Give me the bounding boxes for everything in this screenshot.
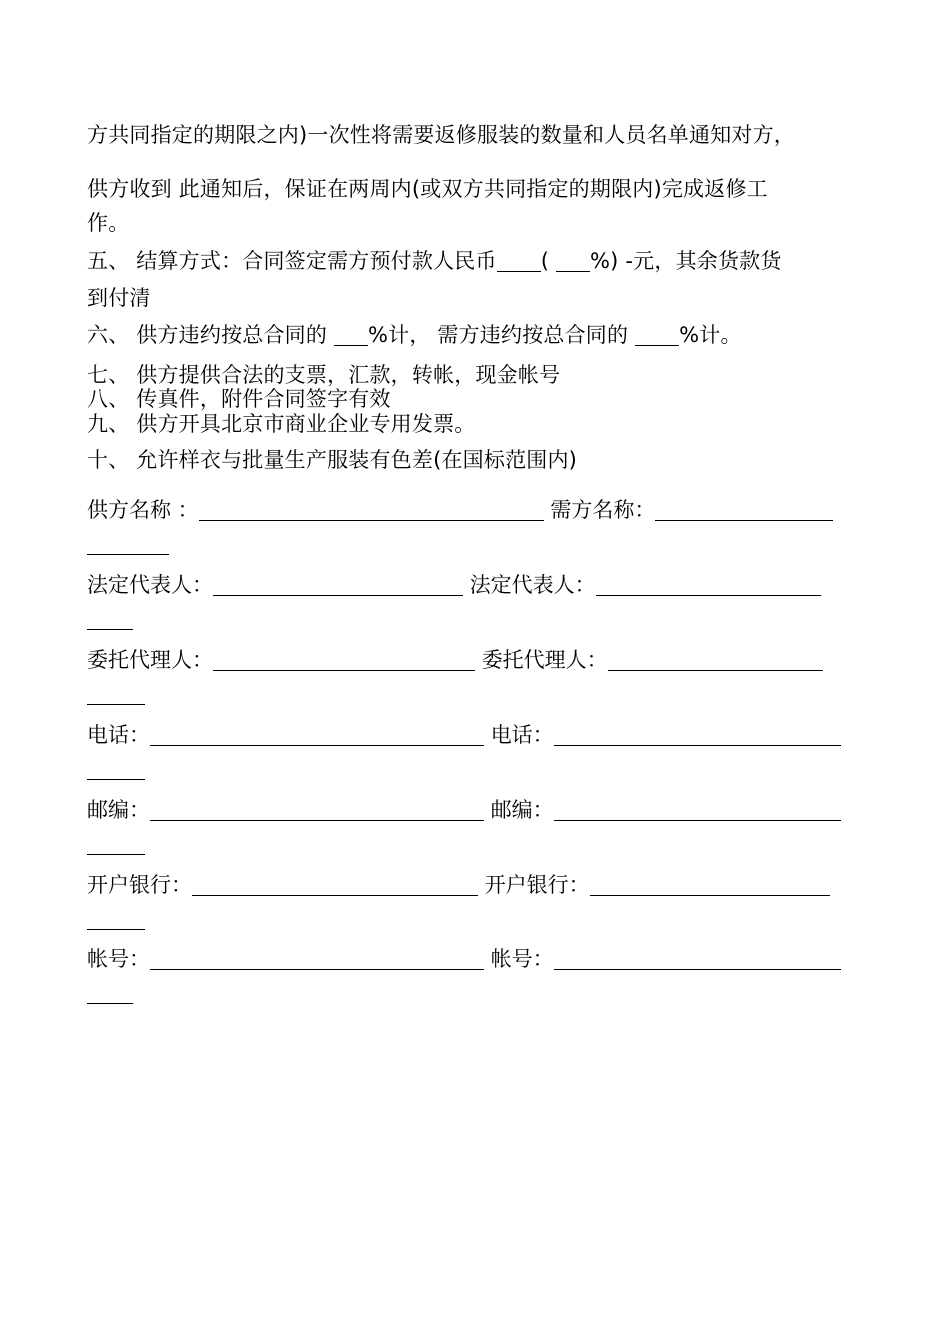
- clause-5-payment: [87, 248, 782, 274]
- supplier-agent-label: 委托代理人：: [87, 648, 213, 672]
- buyer-agent-blank: [608, 648, 823, 671]
- buyer-bank-blank: [590, 873, 830, 896]
- supplier-name-label: 供方名称 ：: [87, 498, 199, 522]
- supplier-bank-blank: [192, 873, 478, 896]
- supplier-phone-label: 电话：: [87, 723, 150, 747]
- supplier-account-label: 帐号：: [87, 947, 150, 971]
- buyer-name-blank: [655, 498, 833, 521]
- buyer-account-blank: [554, 947, 841, 970]
- clause-4-text-line2: 供方收到 此通知后，保证在两周内(或双方共同指定的期限内)完成返修工: [87, 177, 768, 201]
- clause-6-mid: %计， 需方违约按总合同的: [367, 323, 629, 347]
- signature-row-account: [87, 946, 841, 972]
- supplier-account-blank: [150, 947, 484, 970]
- clause-10: 十、 允许样衣与批量生产服装有色差(在国标范围内): [87, 448, 578, 472]
- signature-row-postcode: [87, 797, 841, 823]
- supplier-legal-rep-blank: [213, 573, 463, 596]
- buyer-name-label: 需方名称：: [550, 498, 656, 522]
- clause-5-label: 五、 结算方式：合同签定需方预付款人民币: [87, 249, 497, 273]
- prepayment-amount-blank: [497, 249, 541, 272]
- buyer-postcode-label: 邮编：: [490, 798, 554, 822]
- clause-6-tail: %计。: [679, 323, 742, 347]
- buyer-bank-label: 开户银行：: [484, 873, 590, 897]
- buyer-account-label: 帐号：: [490, 947, 554, 971]
- signature-row-legal-rep: [87, 572, 821, 598]
- signature-row-name: [87, 497, 833, 523]
- buyer-agent-label: 委托代理人：: [481, 648, 608, 672]
- buyer-agent-blank-continued: [87, 704, 145, 705]
- supplier-legal-rep-label: 法定代表人：: [87, 573, 213, 597]
- clause-5-tail: %) -元，其余货款货: [589, 249, 782, 273]
- buyer-penalty-blank: [635, 323, 679, 346]
- clause-5-continuation: 到付清: [87, 286, 151, 310]
- clause-6-penalty: [87, 322, 742, 348]
- supplier-postcode-label: 邮编：: [87, 798, 150, 822]
- buyer-postcode-blank-continued: [87, 854, 145, 855]
- buyer-phone-blank: [554, 723, 841, 746]
- supplier-bank-label: 开户银行：: [87, 873, 192, 897]
- buyer-legal-rep-blank: [596, 573, 821, 596]
- buyer-name-blank-continued: [87, 554, 169, 555]
- supplier-phone-blank: [150, 723, 484, 746]
- supplier-postcode-blank: [150, 798, 484, 821]
- clause-8: 八、 传真件，附件合同签字有效: [87, 387, 391, 411]
- buyer-bank-blank-continued: [87, 929, 145, 930]
- buyer-phone-label: 电话：: [490, 723, 554, 747]
- buyer-legal-rep-label: 法定代表人：: [469, 573, 596, 597]
- clause-6-label: 六、 供方违约按总合同的: [87, 323, 328, 347]
- buyer-postcode-blank: [554, 798, 841, 821]
- signature-row-phone: [87, 722, 841, 748]
- supplier-penalty-blank: [334, 323, 368, 346]
- signature-row-bank: [87, 872, 830, 898]
- supplier-agent-blank: [213, 648, 475, 671]
- signature-row-agent: [87, 647, 823, 673]
- prepayment-percent-blank: [556, 249, 590, 272]
- buyer-legal-rep-blank-continued: [87, 629, 133, 630]
- clause-4-text-line3: 作。: [87, 211, 130, 235]
- buyer-account-blank-continued: [87, 1003, 133, 1004]
- supplier-name-blank: [199, 498, 544, 521]
- clause-4-text-line1: 方共同指定的期限之内)一次性将需要返修服装的数量和人员名单通知对方，: [87, 123, 795, 147]
- clause-7: 七、 供方提供合法的支票，汇款，转帐，现金帐号: [87, 363, 561, 387]
- buyer-phone-blank-continued: [87, 779, 145, 780]
- clause-9: 九、 供方开具北京市商业企业专用发票。: [87, 412, 476, 436]
- clause-5-paren: (: [540, 249, 550, 273]
